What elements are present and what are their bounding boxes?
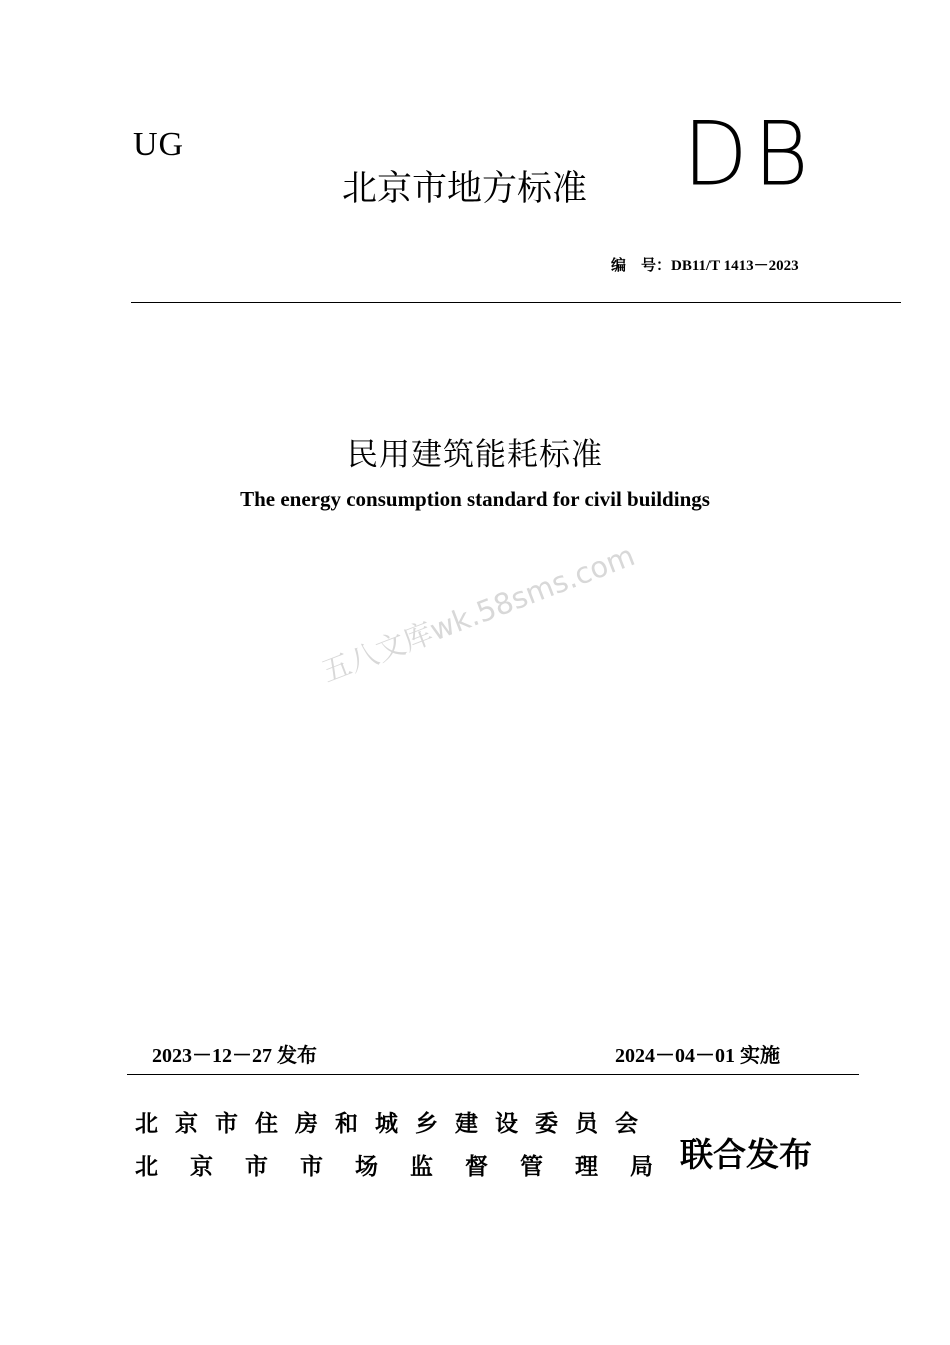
watermark: 五八文库wk.58sms.com — [316, 538, 640, 689]
joint-release-label: 联合发布 — [680, 1135, 812, 1174]
standard-number: 编 号：DB11/T 1413－2023 — [611, 258, 799, 274]
footer-divider — [127, 1074, 859, 1075]
issuer-housing-commission: 北京市住房和城乡建设委员会 — [135, 1111, 655, 1137]
publish-date: 2023－12－27 发布 — [152, 1045, 317, 1067]
document-title-english: The energy consumption standard for civil buildings — [240, 487, 710, 511]
document-title-chinese: 民用建筑能耗标准 — [347, 437, 603, 473]
implement-date: 2024－04－01 实施 — [615, 1045, 780, 1067]
standard-type-heading: 北京市地方标准 — [342, 169, 588, 209]
header-divider — [131, 302, 901, 303]
issuer-market-regulation: 北京市市场监督管理局 — [135, 1154, 685, 1180]
db-standard-mark: DB — [683, 102, 815, 206]
classification-code: UG — [133, 126, 185, 163]
